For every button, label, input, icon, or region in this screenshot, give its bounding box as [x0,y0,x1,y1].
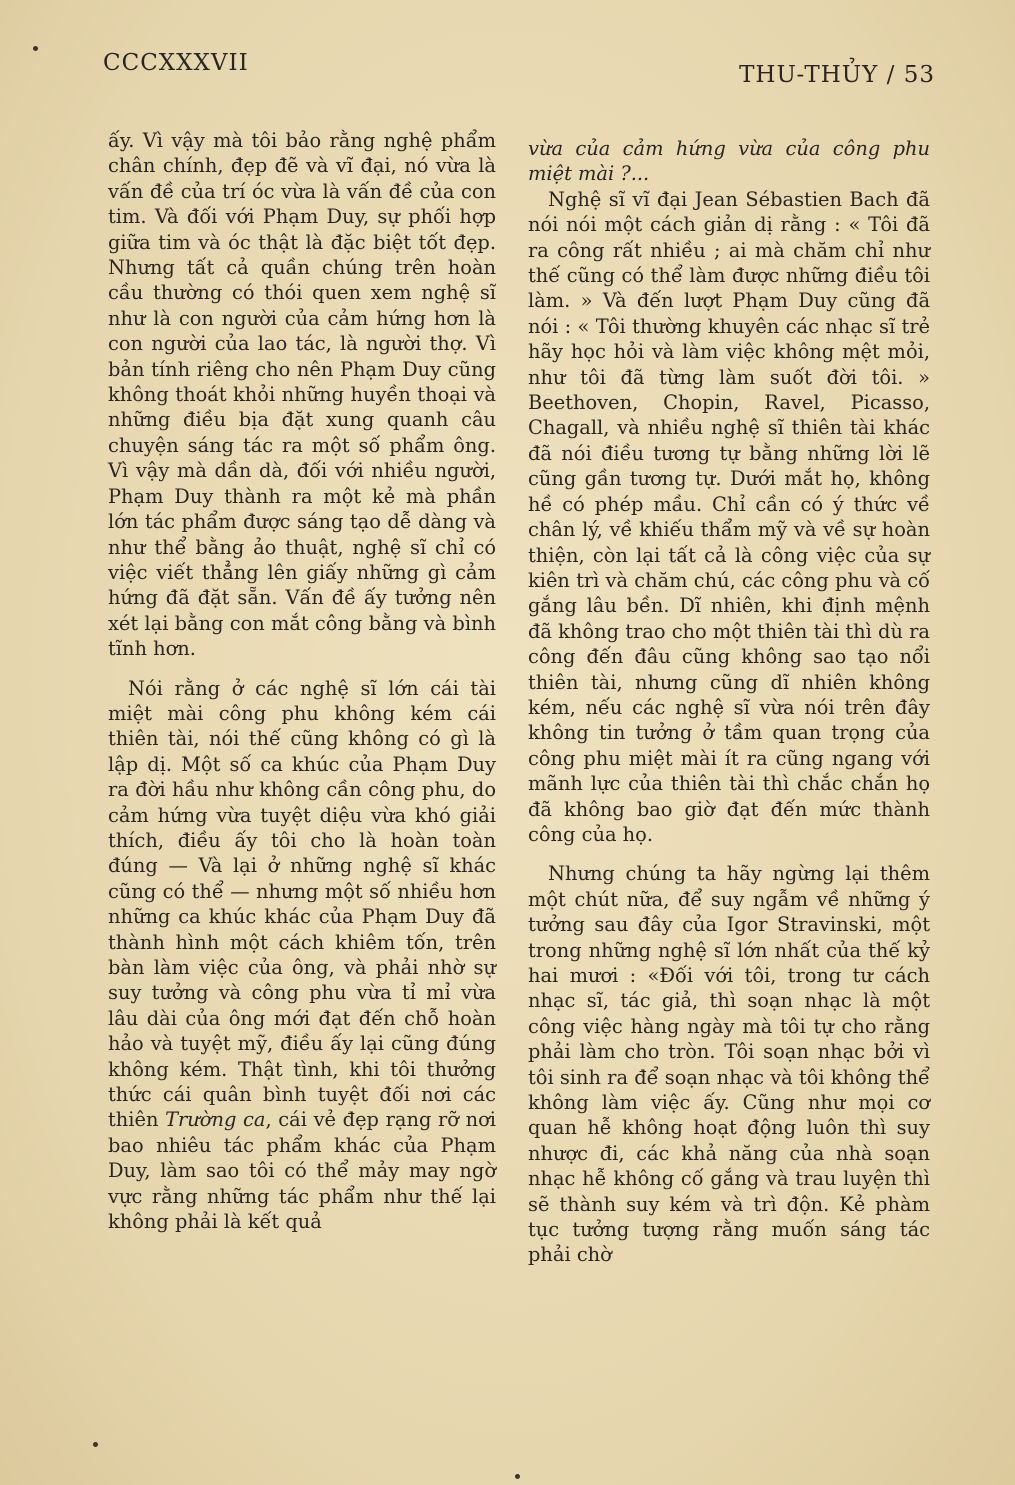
chapter-number: CCCXXXVII [103,50,249,76]
emphasis-text: vừa của cảm hứng vừa của công phu miệt mài ?... [528,137,930,186]
right-column [528,136,930,1268]
left-column [108,128,496,1234]
paragraph-text: Nói rằng ở các nghệ sĩ lớn cái tài miệt mài công phu không kém cái thiên tài, nói thế cũng không có gì là lập dị. Một số ca khúc của Phạm Duy ra đời hầu như không cần công phu, do cảm hứng vừa tuyệt diệu vừa khó giải thích, điều ấy tôi cho là hoàn toàn đúng — Và lại ở những nghệ sĩ khác cũng có thể — nhưng một số nhiều hơn những ca khúc khác của Phạm Duy đã thành hình một cách khiêm tốn, trên bàn làm việc của ông, và phải nhờ sự suy tưởng và công phu vừa tỉ mỉ vừa lâu dài của ông mới đạt đến chỗ hoàn hảo và tuyệt mỹ, điều ấy lại cũng đúng không kém. Thật tình, khi tôi thưởng thức cái quân bình tuyệt đối nơi các thiên [108,676,496,1132]
print-speck [33,46,38,51]
paragraph-text: , cái vẻ đẹp rạng rỡ nơi bao nhiêu tác phẩm khác của Phạm Duy, làm sao tôi có thể mảy may ngờ vực rằng những tác phẩm như thế lại không phải là kết quả [108,1108,496,1234]
print-speck [93,1442,98,1447]
paragraph: ấy. Vì vậy mà tôi bảo rằng nghệ phẩm chân chính, đẹp đẽ và vĩ đại, nó vừa là vấn đề của trí óc vừa là vấn đề của con tim. Và đối với Phạm Duy, sự phối hợp giữa tim và óc thật là đặc biệt tốt đẹp. Nhưng tất cả quần chúng trên hoàn cầu thường có thói quen xem nghệ sĩ như là con người của cảm hứng hơn là con người của lao tác, là người thợ. Vì bản tính riêng cho nên Phạm Duy cũng không thoát khỏi những huyền thoại và những điều bịa đặt xung quanh câu chuyện sáng tác ra một số phẩm ông. Vì vậy mà dần dà, đối với nhiều người, Phạm Duy thành ra một kẻ mà phần lớn tác phẩm được sáng tạo dễ dàng và như thể bằng ảo thuật, nghệ sĩ chỉ có việc viết thẳng lên giấy những gì cảm hứng đã đặt sẵn. Vấn đề ấy tưởng nên xét lại bằng con mắt công bằng và bình tĩnh hơn. [108,129,496,661]
paragraph [108,676,496,1235]
emphasis-title: Trường ca [165,1108,266,1132]
paragraph [528,136,930,187]
running-header: THU-THỦY / 53 [739,62,935,88]
print-speck [515,1474,520,1479]
paragraph: Nhưng chúng ta hãy ngừng lại thêm một chút nữa, để suy ngẫm về những ý tưởng sau đây của Igor Stravinski, một trong những nghệ sĩ lớn nhất của thế kỷ hai mươi : «Đối với tôi, trong tư cách nhạc sĩ, tác giả, thì soạn nhạc là một công việc hàng ngày mà tôi tự cho rằng phải làm cho tròn. Tôi soạn nhạc bởi vì tôi sinh ra để soạn nhạc và tôi không thể không làm việc ấy. Cũng như mọi cơ quan hễ không hoạt động luôn thì suy nhược đi, các khả năng của nhà soạn nhạc hễ không cố gắng và trau luyện thì sẽ thành suy kém và trì độn. Kẻ phàm tục tưởng tượng rằng muốn sáng tác phải chờ [528,862,930,1267]
paragraph: Nghệ sĩ vĩ đại Jean Sébastien Bach đã nói nói một cách giản dị rằng : « Tôi đã ra công rất nhiều ; ai mà chăm chỉ như thế cũng có thể làm được những điều tôi làm. » Và đến lượt Phạm Duy cũng đã nói : « Tôi thường khuyên các nhạc sĩ trẻ hãy học hỏi và làm việc không mệt mỏi, như tôi đã từng làm suốt đời tôi. » Beethoven, Chopin, Ravel, Picasso, Chagall, và nhiều nghệ sĩ thiên tài khác đã nói điều tương tự bằng những lời lẽ cũng gần tương tự. Dưới mắt họ, không hề có phép mầu. Chỉ cần có ý thức về chân lý, về khiếu thẩm mỹ và về sự hoàn thiện, còn lại tất cả là công việc của sự kiên trì và chăm chú, các công phu và cố gắng lâu bền. Dĩ nhiên, khi định mệnh đã không trao cho một thiên tài thì dù ra công đến đâu cũng không sao tạo nổi thiên tài, nhưng cũng dĩ nhiên không kém, nếu các nghệ sĩ vừa nói trên đây không tin tưởng ở tầm quan trọng của công phu miệt mài ít ra cũng ngang với mãnh lực của thiên tài thì chắc chắn họ đã không bao giờ đạt đến mức thành công của họ. [528,187,930,846]
